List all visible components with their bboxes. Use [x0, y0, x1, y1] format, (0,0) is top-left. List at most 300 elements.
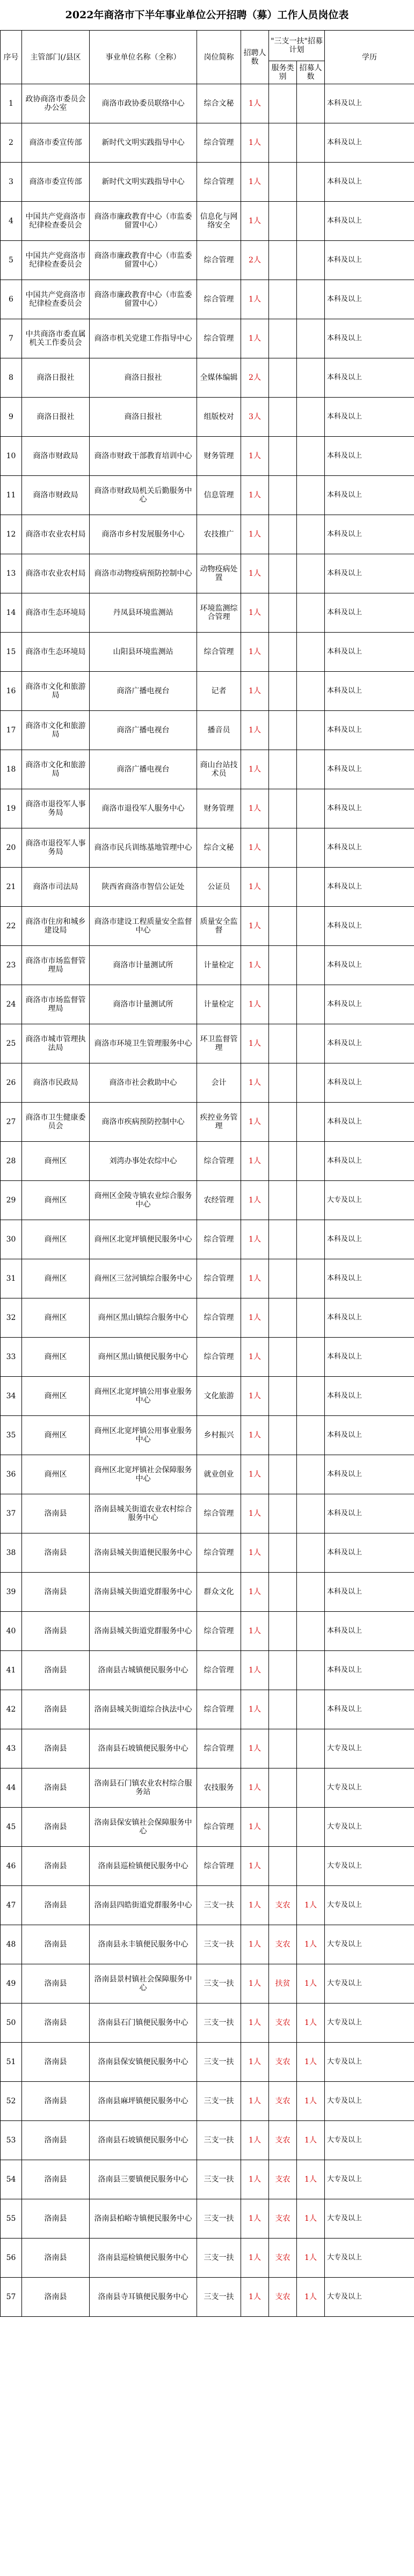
cell-post: 环境监测综合管理: [197, 593, 241, 633]
cell-education: 本科及以上: [325, 1494, 414, 1533]
cell-education: 本科及以上: [325, 202, 414, 241]
table-row: [1, 868, 414, 907]
cell-no: 34: [1, 1377, 22, 1416]
cell-no: 45: [1, 1808, 22, 1847]
cell-no: 28: [1, 1142, 22, 1181]
cell-no: 10: [1, 437, 22, 476]
cell-dept: 商州区: [22, 1259, 90, 1298]
cell-education: 大专及以上: [325, 1925, 414, 1964]
cell-unit: 商州区三岔河镇综合服务中心: [90, 1259, 197, 1298]
cell-plan-count: [297, 123, 325, 163]
cell-unit: 商州区北宽坪镇社会保障服务中心: [90, 1455, 197, 1494]
cell-service-type: [269, 1024, 297, 1063]
cell-plan-count: [297, 1455, 325, 1494]
cell-education: 大专及以上: [325, 1808, 414, 1847]
table-row: [1, 1886, 414, 1925]
cell-dept: 洛南县: [22, 1886, 90, 1925]
cell-dept: 商洛市退役军人事务局: [22, 789, 90, 828]
cell-education: 本科及以上: [325, 593, 414, 633]
cell-no: 11: [1, 476, 22, 515]
cell-dept: 商洛市农业农村局: [22, 554, 90, 593]
cell-no: 7: [1, 319, 22, 358]
cell-no: 41: [1, 1651, 22, 1690]
cell-service-type: [269, 515, 297, 554]
header-no: 序号: [1, 31, 22, 84]
table-body: [1, 84, 414, 2317]
cell-count: 1人: [241, 1416, 269, 1455]
cell-post: 三支一扶: [197, 2239, 241, 2278]
cell-unit: 商洛市廉政教育中心（市监委留置中心）: [90, 241, 197, 280]
cell-service-type: 支农: [269, 2043, 297, 2082]
header-service-type: 服务类别: [269, 61, 297, 84]
cell-dept: 商洛市退役军人事务局: [22, 828, 90, 868]
cell-unit: 洛南县景村镇社会保障服务中心: [90, 1964, 197, 2003]
cell-plan-count: [297, 1651, 325, 1690]
cell-count: 1人: [241, 2199, 269, 2239]
table-row: [1, 163, 414, 202]
cell-no: 9: [1, 398, 22, 437]
cell-unit: 商洛市乡村发展服务中心: [90, 515, 197, 554]
cell-service-type: [269, 1259, 297, 1298]
cell-no: 48: [1, 1925, 22, 1964]
cell-service-type: [269, 1533, 297, 1573]
cell-service-type: [269, 1612, 297, 1651]
cell-unit: 洛南县麻坪镇便民服务中心: [90, 2082, 197, 2121]
cell-dept: 洛南县: [22, 2121, 90, 2160]
cell-plan-count: [297, 985, 325, 1024]
cell-education: 本科及以上: [325, 280, 414, 319]
cell-service-type: 支农: [269, 2082, 297, 2121]
cell-count: 1人: [241, 672, 269, 711]
cell-no: 5: [1, 241, 22, 280]
cell-plan-count: 1人: [297, 2239, 325, 2278]
cell-unit: 洛南县城关街道农业农村综合服务中心: [90, 1494, 197, 1533]
cell-education: 大专及以上: [325, 1729, 414, 1768]
table-row: [1, 241, 414, 280]
cell-unit: 商洛市动物疫病预防控制中心: [90, 554, 197, 593]
cell-post: 综合管理: [197, 241, 241, 280]
cell-post: 群众文化: [197, 1573, 241, 1612]
cell-service-type: [269, 1690, 297, 1729]
header-education: 学历: [325, 31, 414, 84]
table-row: [1, 2239, 414, 2278]
cell-post: 商山台站技术员: [197, 750, 241, 789]
cell-no: 27: [1, 1103, 22, 1142]
cell-dept: 洛南县: [22, 2278, 90, 2317]
table-row: [1, 1573, 414, 1612]
cell-service-type: [269, 1494, 297, 1533]
cell-unit: 山阳县环境监测站: [90, 633, 197, 672]
cell-count: 1人: [241, 2043, 269, 2082]
cell-education: 本科及以上: [325, 1024, 414, 1063]
cell-count: 1人: [241, 1103, 269, 1142]
cell-education: 大专及以上: [325, 1847, 414, 1886]
cell-count: 1人: [241, 907, 269, 946]
cell-no: 49: [1, 1964, 22, 2003]
cell-unit: 商洛日报社: [90, 398, 197, 437]
cell-unit: 陕西省商洛市智信公证处: [90, 868, 197, 907]
cell-count: 1人: [241, 1142, 269, 1181]
cell-plan-count: [297, 946, 325, 985]
cell-plan-count: [297, 1338, 325, 1377]
cell-count: 1人: [241, 1808, 269, 1847]
cell-count: 1人: [241, 163, 269, 202]
table-row: [1, 476, 414, 515]
cell-unit: 洛南县石门镇农业农村综合服务站: [90, 1768, 197, 1808]
cell-no: 31: [1, 1259, 22, 1298]
cell-post: 综合管理: [197, 1533, 241, 1573]
cell-service-type: [269, 1455, 297, 1494]
cell-education: 本科及以上: [325, 319, 414, 358]
cell-education: 大专及以上: [325, 2199, 414, 2239]
cell-service-type: [269, 1063, 297, 1103]
cell-unit: 商洛市财政干部教育培训中心: [90, 437, 197, 476]
cell-service-type: 支农: [269, 2003, 297, 2043]
cell-education: 本科及以上: [325, 1338, 414, 1377]
cell-education: 本科及以上: [325, 437, 414, 476]
cell-no: 44: [1, 1768, 22, 1808]
cell-no: 14: [1, 593, 22, 633]
cell-unit: 洛南县石门镇便民服务中心: [90, 2003, 197, 2043]
cell-count: 1人: [241, 280, 269, 319]
cell-dept: 中国共产党商洛市纪律检查委员会: [22, 202, 90, 241]
cell-dept: 商州区: [22, 1455, 90, 1494]
table-row: [1, 2278, 414, 2317]
cell-no: 37: [1, 1494, 22, 1533]
cell-count: 1人: [241, 1259, 269, 1298]
cell-unit: 商洛市环境卫生管理服务中心: [90, 1024, 197, 1063]
table-row: [1, 2082, 414, 2121]
cell-service-type: [269, 163, 297, 202]
cell-no: 21: [1, 868, 22, 907]
cell-dept: 商州区: [22, 1298, 90, 1338]
cell-dept: 商洛市委宣传部: [22, 123, 90, 163]
cell-service-type: [269, 868, 297, 907]
cell-post: 农技推广: [197, 515, 241, 554]
cell-count: 1人: [241, 1494, 269, 1533]
cell-unit: 商洛市机关党建工作指导中心: [90, 319, 197, 358]
cell-dept: 商洛市生态环境局: [22, 633, 90, 672]
cell-plan-count: [297, 1612, 325, 1651]
cell-education: 本科及以上: [325, 750, 414, 789]
cell-plan-count: [297, 1690, 325, 1729]
cell-count: 1人: [241, 1729, 269, 1768]
cell-count: 1人: [241, 1925, 269, 1964]
cell-count: 1人: [241, 319, 269, 358]
cell-service-type: 支农: [269, 2239, 297, 2278]
cell-post: 计量检定: [197, 946, 241, 985]
table-row: [1, 554, 414, 593]
cell-no: 26: [1, 1063, 22, 1103]
cell-no: 22: [1, 907, 22, 946]
cell-education: 本科及以上: [325, 358, 414, 398]
cell-plan-count: [297, 515, 325, 554]
cell-count: 3人: [241, 398, 269, 437]
cell-dept: 商洛市城市管理执法局: [22, 1024, 90, 1063]
cell-unit: 洛南县城关街道党群服务中心: [90, 1612, 197, 1651]
cell-dept: 商洛市市场监督管理局: [22, 946, 90, 985]
cell-post: 财务管理: [197, 437, 241, 476]
cell-plan-count: [297, 1377, 325, 1416]
cell-dept: 商洛市生态环境局: [22, 593, 90, 633]
table-row: [1, 1612, 414, 1651]
cell-post: 综合管理: [197, 1338, 241, 1377]
cell-dept: 商洛日报社: [22, 358, 90, 398]
cell-service-type: [269, 1220, 297, 1259]
header-recruit: 招聘人数: [241, 31, 269, 84]
cell-service-type: [269, 1298, 297, 1338]
table-row: [1, 202, 414, 241]
table-row: [1, 1690, 414, 1729]
cell-unit: 商州区金陵寺镇农业综合服务中心: [90, 1181, 197, 1220]
cell-count: 1人: [241, 123, 269, 163]
cell-education: 大专及以上: [325, 2003, 414, 2043]
cell-count: 1人: [241, 1612, 269, 1651]
table-row: [1, 985, 414, 1024]
cell-dept: 洛南县: [22, 2199, 90, 2239]
table-row: [1, 1768, 414, 1808]
cell-dept: 商州区: [22, 1220, 90, 1259]
table-row: [1, 1259, 414, 1298]
cell-count: 1人: [241, 1768, 269, 1808]
cell-service-type: 支农: [269, 2199, 297, 2239]
cell-education: 大专及以上: [325, 2239, 414, 2278]
cell-plan-count: 1人: [297, 2043, 325, 2082]
cell-service-type: [269, 1103, 297, 1142]
cell-count: 1人: [241, 2278, 269, 2317]
cell-dept: 商州区: [22, 1181, 90, 1220]
cell-no: 2: [1, 123, 22, 163]
cell-dept: 商洛日报社: [22, 398, 90, 437]
table-row: [1, 828, 414, 868]
table-row: [1, 907, 414, 946]
cell-service-type: [269, 1808, 297, 1847]
cell-plan-count: [297, 1768, 325, 1808]
cell-unit: 商州区黑山镇综合服务中心: [90, 1298, 197, 1338]
cell-service-type: [269, 1573, 297, 1612]
cell-unit: 商州区北宽坪镇公用事业服务中心: [90, 1377, 197, 1416]
cell-education: 本科及以上: [325, 1298, 414, 1338]
cell-unit: 商洛广播电视台: [90, 672, 197, 711]
cell-education: 本科及以上: [325, 1533, 414, 1573]
cell-dept: 商洛市卫生健康委员会: [22, 1103, 90, 1142]
cell-count: 1人: [241, 1181, 269, 1220]
cell-service-type: [269, 437, 297, 476]
cell-post: 综合管理: [197, 1651, 241, 1690]
cell-dept: 商洛市农业农村局: [22, 515, 90, 554]
cell-plan-count: 1人: [297, 1964, 325, 2003]
cell-plan-count: [297, 241, 325, 280]
cell-post: 财务管理: [197, 789, 241, 828]
table-row: [1, 711, 414, 750]
table-row: [1, 1808, 414, 1847]
cell-unit: 商洛市政协委员联络中心: [90, 84, 197, 123]
cell-dept: 洛南县: [22, 2082, 90, 2121]
cell-unit: 商洛市社会救助中心: [90, 1063, 197, 1103]
cell-count: 1人: [241, 1063, 269, 1103]
cell-post: 三支一扶: [197, 2278, 241, 2317]
cell-plan-count: [297, 1847, 325, 1886]
cell-service-type: [269, 1768, 297, 1808]
cell-unit: 商洛市疾病预防控制中心: [90, 1103, 197, 1142]
page-title: 2022年商洛市下半年事业单位公开招聘（募）工作人员岗位表: [65, 9, 349, 21]
cell-plan-count: [297, 1024, 325, 1063]
cell-no: 30: [1, 1220, 22, 1259]
cell-unit: 洛南县柏峪寺镇便民服务中心: [90, 2199, 197, 2239]
cell-post: 综合管理: [197, 1690, 241, 1729]
cell-dept: 洛南县: [22, 2003, 90, 2043]
cell-no: 19: [1, 789, 22, 828]
cell-plan-count: [297, 750, 325, 789]
cell-plan-count: 1人: [297, 2003, 325, 2043]
cell-education: 本科及以上: [325, 789, 414, 828]
cell-plan-count: [297, 1808, 325, 1847]
header-dept: 主管部门(/县区: [22, 31, 90, 84]
cell-service-type: [269, 123, 297, 163]
table-row: [1, 750, 414, 789]
cell-service-type: [269, 1181, 297, 1220]
table-row: [1, 1964, 414, 2003]
cell-plan-count: [297, 1298, 325, 1338]
cell-post: 三支一扶: [197, 2082, 241, 2121]
cell-service-type: [269, 828, 297, 868]
cell-dept: 商州区: [22, 1338, 90, 1377]
cell-service-type: [269, 946, 297, 985]
cell-education: 本科及以上: [325, 868, 414, 907]
cell-unit: 洛南县四皓街道党群服务中心: [90, 1886, 197, 1925]
header-plan-count: 招募人数: [297, 61, 325, 84]
cell-education: 本科及以上: [325, 1690, 414, 1729]
cell-dept: 中共商洛市委直属机关工作委员会: [22, 319, 90, 358]
cell-dept: 洛南县: [22, 2239, 90, 2278]
cell-post: 信息管理: [197, 476, 241, 515]
table-row: [1, 1651, 414, 1690]
cell-post: 三支一扶: [197, 2160, 241, 2199]
cell-service-type: [269, 1142, 297, 1181]
cell-plan-count: [297, 476, 325, 515]
cell-dept: 洛南县: [22, 1808, 90, 1847]
cell-plan-count: [297, 789, 325, 828]
cell-no: 43: [1, 1729, 22, 1768]
cell-post: 动物疫病处置: [197, 554, 241, 593]
cell-no: 16: [1, 672, 22, 711]
cell-unit: 商洛市廉政教育中心（市监委留置中心）: [90, 280, 197, 319]
cell-count: 1人: [241, 202, 269, 241]
table-row: [1, 280, 414, 319]
cell-count: 1人: [241, 711, 269, 750]
positions-table: [0, 30, 414, 2317]
cell-plan-count: 1人: [297, 2082, 325, 2121]
cell-no: 50: [1, 2003, 22, 2043]
cell-service-type: [269, 84, 297, 123]
cell-service-type: [269, 1338, 297, 1377]
cell-dept: 商洛市文化和旅游局: [22, 672, 90, 711]
cell-unit: 洛南县保安镇便民服务中心: [90, 2043, 197, 2082]
cell-count: 1人: [241, 633, 269, 672]
cell-education: 本科及以上: [325, 1259, 414, 1298]
cell-no: 13: [1, 554, 22, 593]
cell-count: 1人: [241, 593, 269, 633]
cell-post: 三支一扶: [197, 2199, 241, 2239]
cell-service-type: [269, 907, 297, 946]
cell-no: 53: [1, 2121, 22, 2160]
cell-count: 1人: [241, 828, 269, 868]
table-row: [1, 1925, 414, 1964]
cell-count: 1人: [241, 1651, 269, 1690]
cell-plan-count: [297, 633, 325, 672]
cell-count: 1人: [241, 868, 269, 907]
cell-no: 17: [1, 711, 22, 750]
cell-plan-count: [297, 1259, 325, 1298]
cell-no: 47: [1, 1886, 22, 1925]
cell-education: 本科及以上: [325, 1063, 414, 1103]
table-row: [1, 1298, 414, 1338]
cell-plan-count: 1人: [297, 2278, 325, 2317]
cell-plan-count: [297, 358, 325, 398]
cell-service-type: [269, 241, 297, 280]
cell-unit: 洛南县城关街道便民服务中心: [90, 1533, 197, 1573]
cell-plan-count: [297, 437, 325, 476]
cell-service-type: [269, 1377, 297, 1416]
table-row: [1, 2003, 414, 2043]
cell-no: 54: [1, 2160, 22, 2199]
cell-count: 1人: [241, 2003, 269, 2043]
cell-post: 记者: [197, 672, 241, 711]
cell-no: 32: [1, 1298, 22, 1338]
cell-plan-count: [297, 1533, 325, 1573]
cell-count: 1人: [241, 1847, 269, 1886]
cell-post: 综合文秘: [197, 828, 241, 868]
cell-post: 综合管理: [197, 123, 241, 163]
cell-service-type: [269, 398, 297, 437]
cell-unit: 刘湾办事处农综中心: [90, 1142, 197, 1181]
cell-count: 1人: [241, 946, 269, 985]
cell-service-type: 扶贫: [269, 1964, 297, 2003]
cell-no: 56: [1, 2239, 22, 2278]
cell-count: 1人: [241, 1690, 269, 1729]
cell-no: 36: [1, 1455, 22, 1494]
cell-post: 综合管理: [197, 1142, 241, 1181]
cell-unit: 商洛市廉政教育中心（市监委留置中心）: [90, 202, 197, 241]
cell-plan-count: [297, 163, 325, 202]
cell-post: 综合管理: [197, 1298, 241, 1338]
cell-no: 4: [1, 202, 22, 241]
cell-plan-count: 1人: [297, 2160, 325, 2199]
cell-education: 本科及以上: [325, 241, 414, 280]
cell-plan-count: [297, 907, 325, 946]
cell-unit: 洛南县石坡镇便民服务中心: [90, 2121, 197, 2160]
cell-post: 三支一扶: [197, 1964, 241, 2003]
cell-dept: 洛南县: [22, 1573, 90, 1612]
cell-service-type: [269, 985, 297, 1024]
table-row: [1, 84, 414, 123]
cell-plan-count: 1人: [297, 2121, 325, 2160]
cell-count: 1人: [241, 1220, 269, 1259]
cell-dept: 商洛市司法局: [22, 868, 90, 907]
cell-no: 6: [1, 280, 22, 319]
cell-count: 1人: [241, 750, 269, 789]
cell-plan-count: [297, 1729, 325, 1768]
cell-post: 文化旅游: [197, 1377, 241, 1416]
cell-plan-count: [297, 398, 325, 437]
cell-count: 1人: [241, 1533, 269, 1573]
cell-post: 综合文秘: [197, 84, 241, 123]
cell-no: 3: [1, 163, 22, 202]
table-row: [1, 123, 414, 163]
cell-post: 三支一扶: [197, 1886, 241, 1925]
cell-dept: 洛南县: [22, 1847, 90, 1886]
cell-education: 本科及以上: [325, 1651, 414, 1690]
